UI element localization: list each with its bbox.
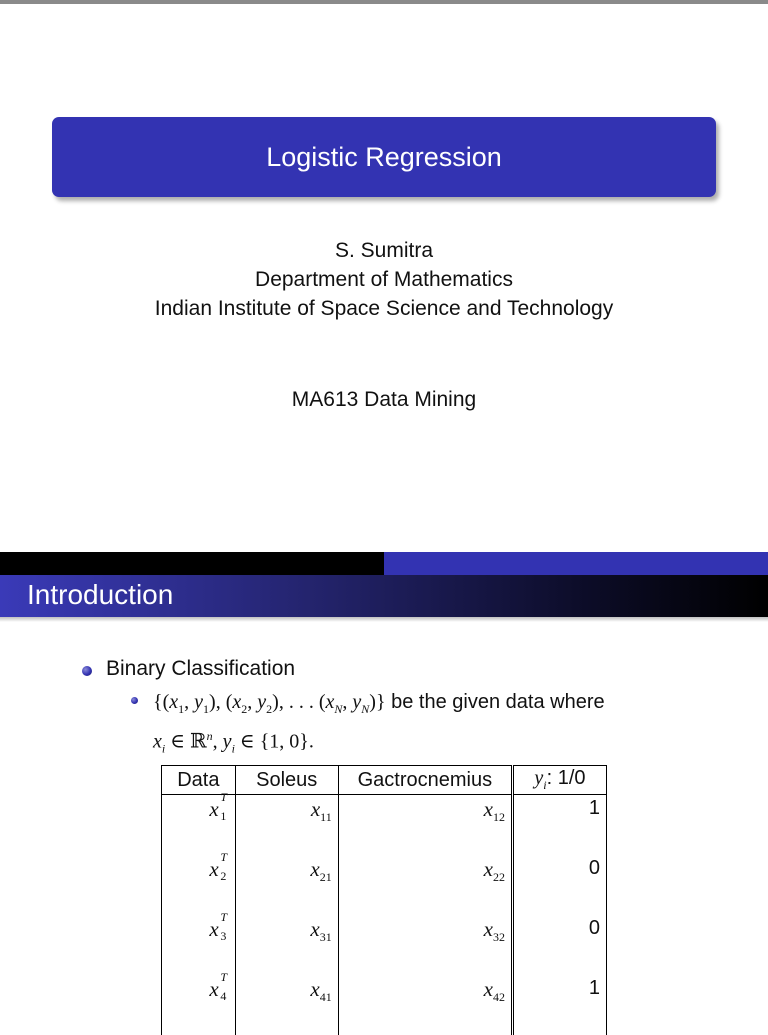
table-header-data: Data (162, 766, 236, 795)
header-strip (0, 552, 768, 575)
table-cell-gactrocnemius: $x_{12}$ (338, 795, 512, 856)
table-cell-data: x T 3 (162, 915, 236, 975)
table-cell-soleus: $x_{11}$ (235, 795, 338, 856)
bullet-icon (82, 666, 92, 676)
author-department: Department of Mathematics (255, 268, 513, 291)
table-cell-data: x T 4 (162, 975, 236, 1035)
frametitle-bar (0, 575, 768, 617)
table-header-label: $y_i$: 1/0 (512, 766, 606, 795)
table-cell-soleus: $x_{41}$ (235, 975, 338, 1035)
table-header-row (162, 766, 607, 795)
table-cell-label: 1 (512, 975, 606, 1035)
table-header-gactrocnemius: Gactrocnemius (338, 766, 512, 795)
table-cell-gactrocnemius: $x_{22}$ (338, 855, 512, 915)
header-strip-left (0, 552, 384, 575)
title-box (52, 117, 716, 197)
table-cell-data: x T 1 (162, 795, 236, 856)
bullet-text: Binary Classification (106, 657, 296, 680)
data-table (161, 765, 607, 1035)
sub-bullet-line-2: $x_i$ ∈ ℝ$^n$, $y_i$ ∈ {1, 0}. (153, 729, 314, 756)
author-block (0, 236, 768, 323)
table-row (162, 915, 607, 975)
table-cell-label: 0 (512, 855, 606, 915)
sub-bullet-words: be the given data where (391, 691, 605, 713)
table-row (162, 975, 607, 1035)
header-strip-right (384, 552, 768, 575)
sub-bullet-line-1: {($x_1$, $y_1$), ($x_2$, $y_2$), . . . ($x_N$, $y_N$)} be the given data where (153, 691, 605, 716)
author-institute: Indian Institute of Space Science and Technology (154, 297, 614, 320)
frame-title: Introduction (27, 579, 174, 610)
sub-bullet-text (153, 689, 605, 763)
table-cell-label: 0 (512, 915, 606, 975)
table-cell-label: 1 (512, 795, 606, 856)
table-cell-soleus: $x_{31}$ (235, 915, 338, 975)
author-name: S. Sumitra (334, 239, 434, 262)
table-cell-gactrocnemius: $x_{42}$ (338, 975, 512, 1035)
table-cell-data: x T 2 (162, 855, 236, 915)
table-header-soleus: Soleus (235, 766, 338, 795)
table-row (162, 855, 607, 915)
table-cell-gactrocnemius: $x_{32}$ (338, 915, 512, 975)
table-row (162, 795, 607, 856)
table-cell-soleus: $x_{21}$ (235, 855, 338, 915)
sub-bullet-icon (131, 697, 138, 704)
top-border (0, 0, 768, 4)
slide-title: Logistic Regression (266, 141, 502, 172)
course-name: MA613 Data Mining (291, 388, 477, 411)
